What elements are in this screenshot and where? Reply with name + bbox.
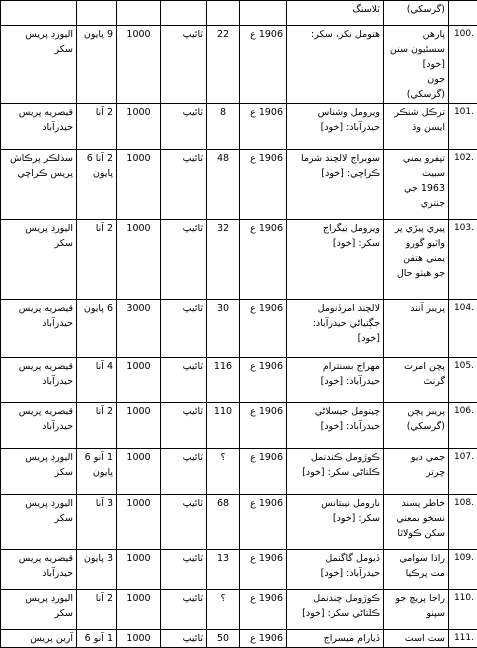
author-publisher-cell: ڪوڙومل چندنمل ڪلتاڻي سکر: [خود]	[287, 590, 384, 630]
table-row	[1, 358, 477, 403]
copies-cell: 1000	[117, 403, 161, 449]
price-cell: 9 پايون	[77, 26, 117, 104]
year-cell: 1906 ع	[240, 550, 287, 590]
entry-number-cell: 107.	[449, 449, 477, 495]
author-publisher-cell: سوبراج لالچند شرما ڪراچي: [خود]	[287, 150, 384, 220]
format-cell: ٽائيپ	[161, 449, 207, 495]
format-cell: ٽائيپ	[161, 300, 207, 358]
format-cell: ٽائيپ	[161, 630, 207, 648]
pages-cell: ؟	[207, 449, 240, 495]
entry-number-cell: 101.	[449, 104, 477, 150]
author-publisher-cell: نارومل نيبتانس سکر: [خود]	[287, 495, 384, 550]
table-row	[1, 300, 477, 358]
pages-cell: 22	[207, 26, 240, 104]
price-cell: 4 آنا	[77, 358, 117, 403]
pages-cell: ؟	[207, 590, 240, 630]
author-publisher-cell: ڏيومل گاگنمل حيدرآباد: [خود]	[287, 550, 384, 590]
table-row	[1, 630, 477, 648]
price-cell: 3 آنا	[77, 495, 117, 550]
pages-cell: 110	[207, 403, 240, 449]
price-cell: 2 آنا	[77, 590, 117, 630]
copies-cell: 1000	[117, 590, 161, 630]
author-publisher-cell: لالچند امرڏنومل جڳتياڻي حيدرآباد: [خود]	[287, 300, 384, 358]
pages-cell: 30	[207, 300, 240, 358]
format-cell: ٽائيپ	[161, 220, 207, 300]
title-cell: راجا پريچ جو سپنو	[384, 590, 449, 630]
table-row-header-fragment	[1, 1, 477, 26]
price-cell: 2 آنا 6 پايون	[77, 150, 117, 220]
catalog-body	[1, 1, 477, 648]
table-row	[1, 449, 477, 495]
table-row	[1, 150, 477, 220]
press-cell: اليورڊ پريس سکر	[1, 590, 77, 630]
format-cell: ٽائيپ	[161, 26, 207, 104]
title-cell: راڌا سوامي مت پرڪيا	[384, 550, 449, 590]
author-publisher-cell: ڪوڙومل ڪندنمل ڪلتاڻي سکر: [خود]	[287, 449, 384, 495]
pages-cell: 68	[207, 495, 240, 550]
pages-cell: 32	[207, 220, 240, 300]
press-cell: قيصريه پريس حيدرآباد	[1, 550, 77, 590]
year-cell: 1906 ع	[240, 590, 287, 630]
year-cell: 1906 ع	[240, 403, 287, 449]
copies-cell: 1000	[117, 630, 161, 648]
press-cell: قيصريه پريس حيدرآباد	[1, 104, 77, 150]
price-cell: 6 پايون	[77, 300, 117, 358]
year-cell: 1906 ع	[240, 358, 287, 403]
press-cell: اليورڊ پريس سکر	[1, 495, 77, 550]
pages-cell: 13	[207, 550, 240, 590]
format-cell: ٽائيپ	[161, 550, 207, 590]
pages-cell: 50	[207, 630, 240, 648]
entry-number-cell: 106.	[449, 403, 477, 449]
year-cell: 1906 ع	[240, 26, 287, 104]
copies-cell: 1000	[117, 26, 161, 104]
price-cell: 3 پايون	[77, 550, 117, 590]
table-row	[1, 403, 477, 449]
copies-cell: 1000	[117, 220, 161, 300]
title-cell: تپفرو يمني سبيت 1963 جي جنتري	[384, 150, 449, 220]
price-cell: 1 آنو 6	[77, 630, 117, 648]
copies-cell: 1000	[117, 449, 161, 495]
empty-cell	[207, 1, 240, 26]
table-row	[1, 220, 477, 300]
entry-number-cell: 102.	[449, 150, 477, 220]
empty-cell	[240, 1, 287, 26]
entry-number-cell: 104.	[449, 300, 477, 358]
format-cell: ٽائيپ	[161, 590, 207, 630]
copies-cell: 1000	[117, 104, 161, 150]
title-cell: پچن امرت گرنٿ	[384, 358, 449, 403]
year-cell: 1906 ع	[240, 104, 287, 150]
press-cell: آرين پريس	[1, 630, 77, 648]
title-cell: پارهن سسئيون سنن [خود] جون (گرسکي)	[384, 26, 449, 104]
table-row	[1, 550, 477, 590]
press-cell: قيصريه پريس حيدرآباد	[1, 358, 77, 403]
year-cell: 1906 ع	[240, 449, 287, 495]
title-cell: پريبر آنند	[384, 300, 449, 358]
press-cell: اليورڊ پريس سکر	[1, 449, 77, 495]
author-publisher-cell: مهراج بسنترام حيدرآباد: [خود]	[287, 358, 384, 403]
copies-cell: 1000	[117, 358, 161, 403]
press-cell: اليورڊ پريس سکر	[1, 26, 77, 104]
entry-number-cell: 103.	[449, 220, 477, 300]
year-cell: 1906 ع	[240, 220, 287, 300]
table-row	[1, 495, 477, 550]
entry-number-cell: 108.	[449, 495, 477, 550]
author-publisher-cell: ويرومل بيگراج سکر: [خود]	[287, 220, 384, 300]
entry-number-cell: 111.	[449, 630, 477, 648]
entry-number-cell: 105.	[449, 358, 477, 403]
empty-cell	[117, 1, 161, 26]
copies-cell: 3000	[117, 300, 161, 358]
entry-number-cell: 109.	[449, 550, 477, 590]
pages-cell: 116	[207, 358, 240, 403]
press-cell: سدلڪر پرڪاش پريس ڪراچي	[1, 150, 77, 220]
author-publisher-cell: هتومل نکر، سکر:	[287, 26, 384, 104]
press-cell: قيصريه پريس حيدرآباد	[1, 403, 77, 449]
copies-cell: 1000	[117, 150, 161, 220]
empty-cell	[77, 1, 117, 26]
table-row	[1, 104, 477, 150]
title-cell: ست است	[384, 630, 449, 648]
empty-cell	[161, 1, 207, 26]
year-cell: 1906 ع	[240, 300, 287, 358]
copies-cell: 1000	[117, 495, 161, 550]
author-publisher-cell: ڏيارام ميسراج	[287, 630, 384, 648]
press-cell: اليورڊ پريس سکر	[1, 220, 77, 300]
author-publisher-cell: ٽلاسنگ	[287, 1, 384, 26]
entry-number-cell: 100.	[449, 26, 477, 104]
format-cell: ٽائيپ	[161, 495, 207, 550]
title-cell: پيري پيڙي پر واٽيو گورو يمني هتفن جو هيٺو حال	[384, 220, 449, 300]
price-cell: 2 آنا	[77, 220, 117, 300]
price-cell: 2 آنا	[77, 403, 117, 449]
title-cell: پريبر پچن (گرسکي)	[384, 403, 449, 449]
format-cell: ٽائيپ	[161, 358, 207, 403]
format-cell: ٽائيپ	[161, 104, 207, 150]
format-cell: ٽائيپ	[161, 403, 207, 449]
author-publisher-cell: چيتومل جيسلاڻي حيدرآباد: [خود]	[287, 403, 384, 449]
year-cell: 1906 ع	[240, 495, 287, 550]
entry-number-cell: 110.	[449, 590, 477, 630]
year-cell: 1906 ع	[240, 630, 287, 648]
copies-cell: 1000	[117, 550, 161, 590]
table-row	[1, 26, 477, 104]
empty-cell	[1, 1, 77, 26]
press-cell: قيصريه پريس حيدرآباد	[1, 300, 77, 358]
price-cell: 2 آنا	[77, 104, 117, 150]
author-publisher-cell: ويرومل وشناس حيدرآباد: [خود]	[287, 104, 384, 150]
title-cell: خاطر پسند نسخو بمعني سکن ڪولاٿا	[384, 495, 449, 550]
pages-cell: 48	[207, 150, 240, 220]
price-cell: 1 آنو 6 پايون	[77, 449, 117, 495]
title-cell: (گرسکي)	[384, 1, 449, 26]
format-cell: ٽائيپ	[161, 150, 207, 220]
pages-cell: 8	[207, 104, 240, 150]
year-cell: 1906 ع	[240, 150, 287, 220]
title-cell: ترڪل شنڪر ايسن وڌ	[384, 104, 449, 150]
title-cell: جمي ديو چرتر	[384, 449, 449, 495]
table-row	[1, 590, 477, 630]
empty-cell	[449, 1, 477, 26]
